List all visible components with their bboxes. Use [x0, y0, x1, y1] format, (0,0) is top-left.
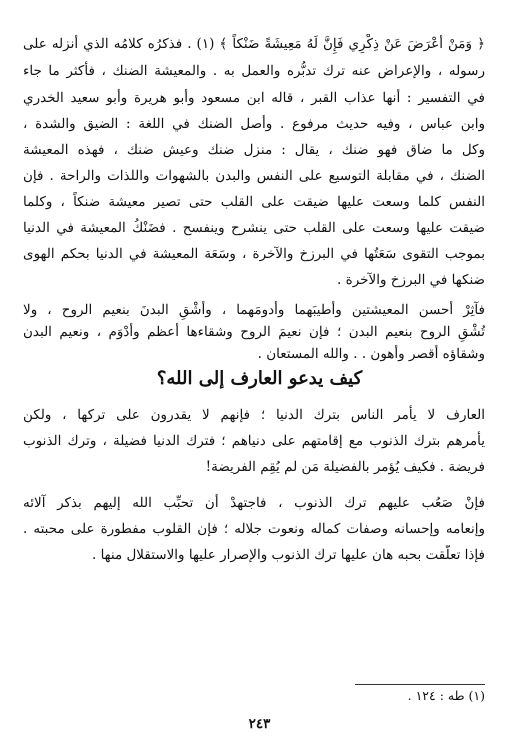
text-line: يأمرهم بترك الذنوب مع إقامتهم على دنياهم ؛ فترك الدنيا فضيلة ، وترك الذنوب	[23, 433, 485, 449]
text-line: العارف لا يأمر الناس بترك الدنيا ؛ فإنهم لا يقدرون على تركها ، ولكن	[23, 407, 485, 423]
text-line: فإنْ صَعُب عليهم ترك الذنوب ، فاجتهدْ أن تحبِّب الله إليهم بذكر آلائه	[23, 495, 485, 511]
text-line: وابن عباس ، وفيه حديث مرفوع . وأصل الضنك في اللغة : الضيق والشدة ،	[23, 116, 485, 132]
text-line: ضنكها في البرزخ والآخرة .	[337, 272, 485, 288]
section-heading: كيف يدعو العارف إلى الله؟	[156, 368, 363, 389]
text-line: ضيقت عليها وسعت على القلب حتى ينشرح وينفسح . فضَنْكُ المعيشة في الدنيا	[23, 220, 485, 236]
text-line: وشقاؤه أقصر وأهون . . والله المستعان .	[257, 346, 485, 362]
footnote: (١) طه : ١٢٤ .	[407, 688, 485, 703]
text-line: تُشْقِ الروح بنعيم البدن ؛ فإن نعيمَ الروح وشقاءها أعظم وأدْوَم ، ونعيم البدن	[23, 324, 485, 340]
footnote-divider	[355, 684, 485, 685]
text-line: رسوله ، والإعراض عنه ترك تدبُّره والعمل به . والمعيشة الضنك ، فأكثر ما جاء	[23, 63, 485, 79]
text-line: فآثِرْ أحسن المعيشتين وأطيبَهما وأدومَهما ، وأشْقِ البدنَ بنعيم الروح ، ولا	[23, 302, 485, 318]
text-line: فريضة . فكيف يُؤمر بالفضيلة مَن لم يُقِم الفريضة!	[205, 459, 485, 475]
text-line: النفس كلما وسعت عليها ضيقت على القلب حتى تصير معيشة ضنكاً ، وكلما	[23, 194, 485, 210]
text-line: وكل ما ضاق فهو ضنك ، يقال : منزل ضنك وعيش ضنك ، فهذه المعيشة	[23, 142, 485, 158]
text-line: وإنعامه وإحسانه وصفات كماله ونعوت جلاله ؛ فإن القلوب مفطورة على محبته .	[23, 521, 485, 537]
text-line: الضنك ، في مقابلة التوسيع على النفس والبدن بالشهوات واللذات والراحة . فإن	[23, 168, 485, 184]
text-line: فإذا تعلَّقت بحبه هان عليها ترك الذنوب والإصرار عليها والاستقلال منها .	[91, 547, 485, 563]
text-line: ﴿ وَمَنْ أَعْرَضَ عَنْ ذِكْرِي فَإِنَّ لَهُ مَعِيشَةً ضَنْكاً ﴾ (١) . فذكرُه كلامُه الذي أنزله على	[23, 36, 485, 52]
page-number: ٢٤٣	[248, 716, 271, 732]
text-line: بموجب التقوى سَعَتُها في البرزخ والآخرة ، وسَعَة المعيشة في الدنيا بحكم الهوى	[23, 246, 485, 262]
text-line: في التفسير : أنها عذاب القبر ، قاله ابن مسعود وأبو هريرة وأبو سعيد الخدري	[23, 90, 485, 106]
